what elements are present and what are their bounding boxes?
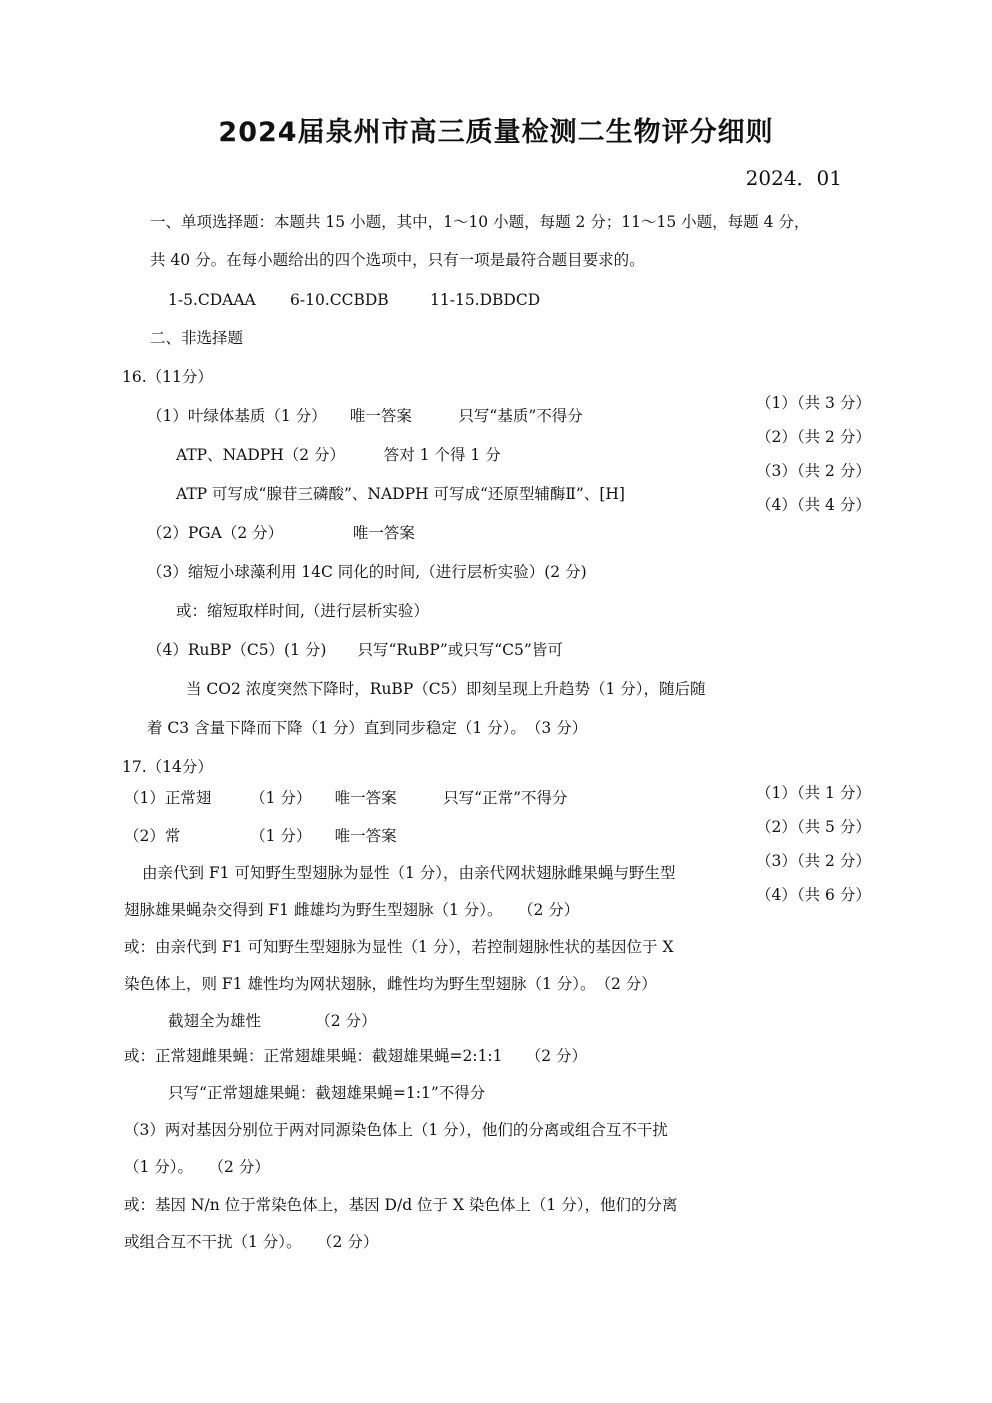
- section2-heading: 二、非选择题: [150, 329, 244, 347]
- q17-line: 或：基因 N/n 位于常染色体上，基因 D/d 位于 X 染色体上（1 分），他们的分离: [124, 1196, 678, 1214]
- q17-line: （2）常 （1 分） 唯一答案: [124, 827, 397, 845]
- q16-line: （3）缩短小球藻利用 14C 同化的时间,（进行层析实验）(2 分): [147, 563, 587, 581]
- page-title: 2024届泉州市高三质量检测二生物评分细则: [218, 117, 774, 148]
- q16-line: 当 CO2 浓度突然下降时，RuBP（C5）即刻呈现上升趋势（1 分），随后随: [186, 680, 706, 698]
- q17-score-item: （3）（共 2 分）: [756, 852, 871, 870]
- q16-score-item: （2）（共 2 分）: [756, 428, 871, 446]
- q16-line: （4）RuBP（C5）(1 分) 只写“RuBP”或只写“C5”皆可: [147, 641, 563, 659]
- q16-line: （2）PGA（2 分） 唯一答案: [147, 524, 415, 542]
- q16-line: （1）叶绿体基质（1 分） 唯一答案 只写“基质”不得分: [147, 407, 583, 425]
- page-date: 2024．01: [745, 166, 842, 190]
- q17-heading: 17.（14分）: [122, 758, 213, 776]
- q17-line: 染色体上，则 F1 雄性均为网状翅脉，雌性均为野生型翅脉（1 分）。 （2 分）: [124, 975, 657, 993]
- q17-line: 或组合互不干扰（1 分）。 （2 分）: [124, 1233, 379, 1251]
- section1-intro-line1: 一、单项选择题：本题共 15 小题，其中，1～10 小题，每题 2 分；11～15 小题，每题 4 分，: [150, 213, 810, 231]
- answer-group-1-5: 1-5.CDAAA: [168, 291, 256, 309]
- q17-line: 截翅全为雄性 （2 分）: [168, 1012, 377, 1030]
- q16-line: ATP 可写成“腺苷三磷酸”、NADPH 可写成“还原型辅酶Ⅱ”、[H]: [176, 485, 625, 503]
- q16-score-item: （1）（共 3 分）: [756, 394, 871, 412]
- q17-line: 由亲代到 F1 可知野生型翅脉为显性（1 分），由亲代网状翅脉雌果蝇与野生型: [142, 864, 676, 882]
- q16-line: ATP、NADPH（2 分） 答对 1 个得 1 分: [176, 446, 501, 464]
- answer-group-6-10: 6-10.CCBDB: [290, 291, 389, 309]
- q16-line: 或：缩短取样时间,（进行层析实验）: [176, 602, 429, 620]
- q17-line: 或：由亲代到 F1 可知野生型翅脉为显性（1 分），若控制翅脉性状的基因位于 X: [124, 938, 674, 956]
- q17-score-item: （2）（共 5 分）: [756, 818, 871, 836]
- q17-line: （1）正常翅 （1 分） 唯一答案 只写“正常”不得分: [124, 789, 568, 807]
- q16-score-item: （4）（共 4 分）: [756, 496, 871, 514]
- q17-line: 只写“正常翅雄果蝇：截翅雄果蝇=1:1”不得分: [168, 1084, 486, 1102]
- q17-line: 或：正常翅雌果蝇：正常翅雄果蝇：截翅雄果蝇=2:1:1 （2 分）: [124, 1047, 588, 1065]
- q17-line: 翅脉雄果蝇杂交得到 F1 雌雄均为野生型翅脉（1 分）。 （2 分）: [124, 901, 580, 919]
- q17-score-item: （1）（共 1 分）: [756, 784, 871, 802]
- q17-score-item: （4）（共 6 分）: [756, 886, 871, 904]
- q16-score-item: （3）（共 2 分）: [756, 462, 871, 480]
- section1-intro-line2: 共 40 分。在每小题给出的四个选项中，只有一项是最符合题目要求的。: [150, 251, 645, 269]
- q16-line: 着 C3 含量下降而下降（1 分）直到同步稳定（1 分）。 （3 分）: [147, 719, 588, 737]
- q16-heading: 16.（11分）: [122, 368, 213, 386]
- q17-line: （3）两对基因分别位于两对同源染色体上（1 分），他们的分离或组合互不干扰: [124, 1121, 668, 1139]
- q17-line: （1 分）。 （2 分）: [124, 1158, 270, 1176]
- answer-group-11-15: 11-15.DBDCD: [430, 291, 541, 309]
